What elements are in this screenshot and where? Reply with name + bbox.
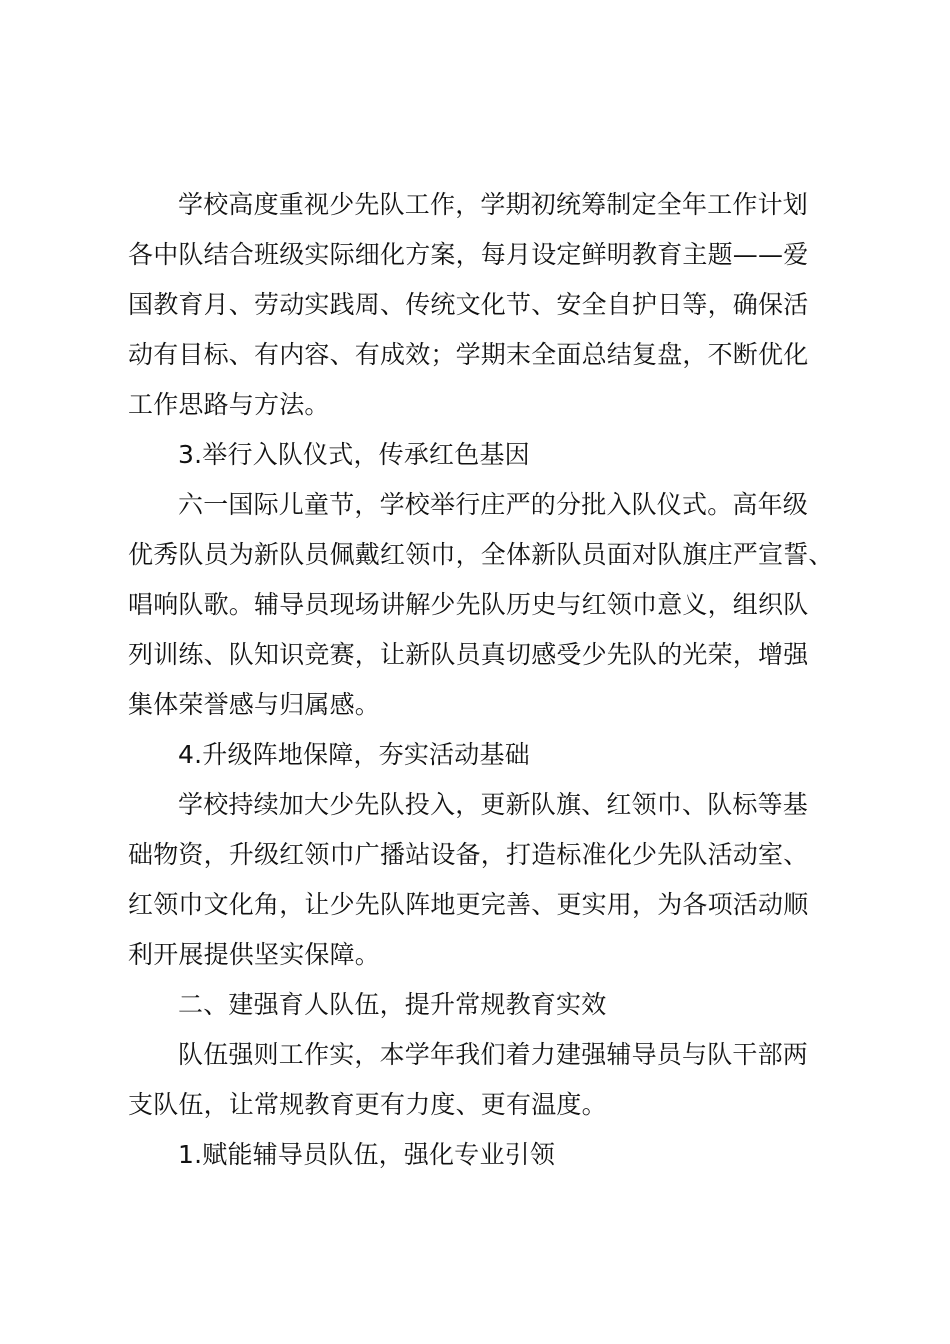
- text-line: 唱响队歌。辅导员现场讲解少先队历史与红领巾意义，组织队: [128, 590, 809, 619]
- text-line: 队伍强则工作实，本学年我们着力建强辅导员与队干部两: [178, 1040, 809, 1069]
- text-line: 支队伍，让常规教育更有力度、更有温度。: [128, 1090, 607, 1119]
- section-heading: 二、建强育人队伍，提升常规教育实效: [178, 990, 607, 1019]
- text-line: 学校高度重视少先队工作，学期初统筹制定全年工作计划: [178, 190, 809, 219]
- text-line: 六一国际儿童节，学校举行庄严的分批入队仪式。高年级: [178, 490, 809, 519]
- text-line: 动有目标、有内容、有成效；学期末全面总结复盘，不断优化: [128, 340, 809, 369]
- text-line: 红领巾文化角，让少先队阵地更完善、更实用，为各项活动顺: [128, 890, 809, 919]
- text-line: 集体荣誉感与归属感。: [128, 690, 381, 719]
- section-heading: 3.举行入队仪式，传承红色基因: [178, 440, 530, 469]
- text-line: 各中队结合班级实际细化方案，每月设定鲜明教育主题——爱: [128, 240, 809, 269]
- text-line: 国教育月、劳动实践周、传统文化节、安全自护日等，确保活: [128, 290, 809, 319]
- text-line: 利开展提供坚实保障。: [128, 940, 381, 969]
- text-line: 学校持续加大少先队投入，更新队旗、红领巾、队标等基: [178, 790, 809, 819]
- text-line: 工作思路与方法。: [128, 390, 330, 419]
- text-line: 列训练、队知识竞赛，让新队员真切感受少先队的光荣，增强: [128, 640, 809, 669]
- section-heading: 4.升级阵地保障，夯实活动基础: [178, 740, 530, 769]
- text-line: 础物资，升级红领巾广播站设备，打造标准化少先队活动室、: [128, 840, 809, 869]
- section-heading: 1.赋能辅导员队伍，强化专业引领: [178, 1140, 556, 1169]
- text-line: 优秀队员为新队员佩戴红领巾，全体新队员面对队旗庄严宣誓、: [128, 540, 834, 569]
